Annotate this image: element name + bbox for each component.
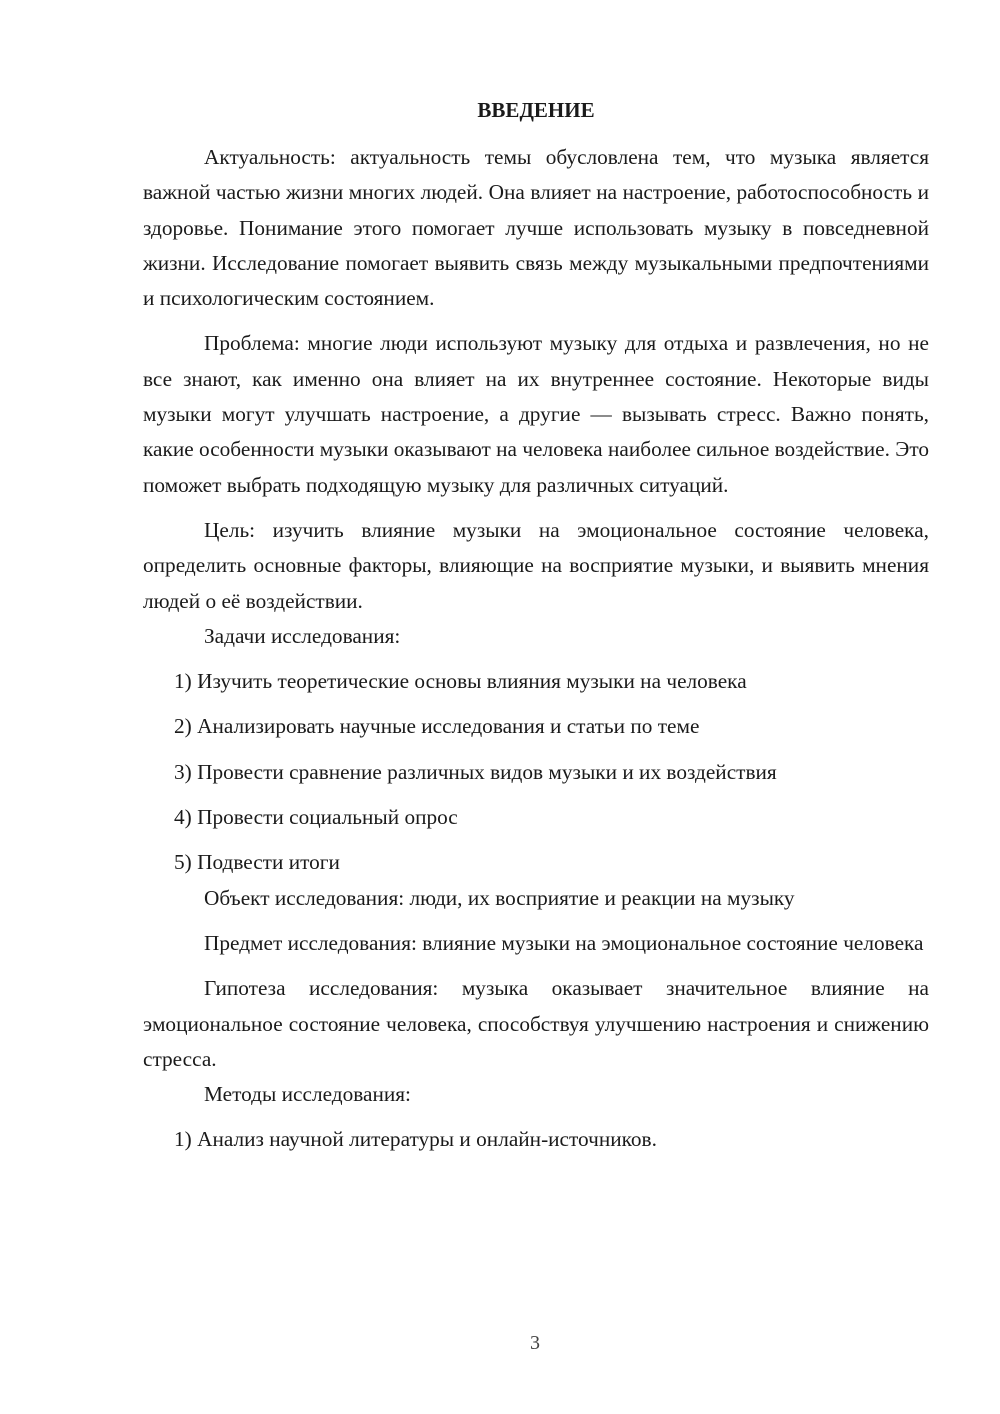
tasks-list xyxy=(143,664,929,880)
page-content xyxy=(143,96,929,1158)
hypothesis-paragraph: Гипотеза исследования: музыка оказывает значительное влияние на эмоциональное состояние человека, способствуя улучшению настроения и снижению стресса. xyxy=(143,976,929,1071)
tasks-label: Задачи исследования: xyxy=(204,623,401,648)
list-item: 3) Провести сравнение различных видов музыки и их воздействия xyxy=(174,759,777,784)
list-item: 1) Изучить теоретические основы влияния музыки на человека xyxy=(174,669,747,694)
page-title: ВВЕДЕНИЕ xyxy=(477,98,595,122)
page-number: 3 xyxy=(530,1332,540,1354)
subject-paragraph: Предмет исследования: влияние музыки на эмоциональное состояние человека xyxy=(204,930,924,955)
list-item: 5) Подвести итоги xyxy=(174,850,340,875)
methods-list xyxy=(143,1122,929,1157)
list-item: 1) Анализ научной литературы и онлайн-источников. xyxy=(174,1127,657,1152)
methods-label: Методы исследования: xyxy=(204,1082,411,1107)
object-paragraph: Объект исследования: люди, их восприятие и реакции на музыку xyxy=(204,885,795,910)
relevance-paragraph: Актуальность: актуальность темы обусловлена тем, что музыка является важной частью жизни многих людей. Она влияет на настроение, работоспособность и здоровье. Понимание этого помогает лучше использовать музыку в повседневной жизни. Исследование помогает выявить связь между музыкальными предпочтениями и психологическим состоянием. xyxy=(143,145,929,311)
list-item: 4) Провести социальный опрос xyxy=(174,805,458,830)
goal-paragraph: Цель: изучить влияние музыки на эмоциональное состояние человека, определить основные факторы, влияющие на восприятие музыки, и выявить мнения людей о её воздействии. xyxy=(143,517,929,613)
list-item: 2) Анализировать научные исследования и статьи по теме xyxy=(174,714,700,739)
problem-paragraph: Проблема: многие люди используют музыку для отдыха и развлечения, но не все знают, как именно она влияет на их внутреннее состояние. Некоторые виды музыки могут улучшать настроение, а другие — вызывать стресс. Важно понять, какие особенности музыки оказывают на человека наиболее сильное воздействие. Это поможет выбрать подходящую музыку для различных ситуаций. xyxy=(143,331,929,497)
